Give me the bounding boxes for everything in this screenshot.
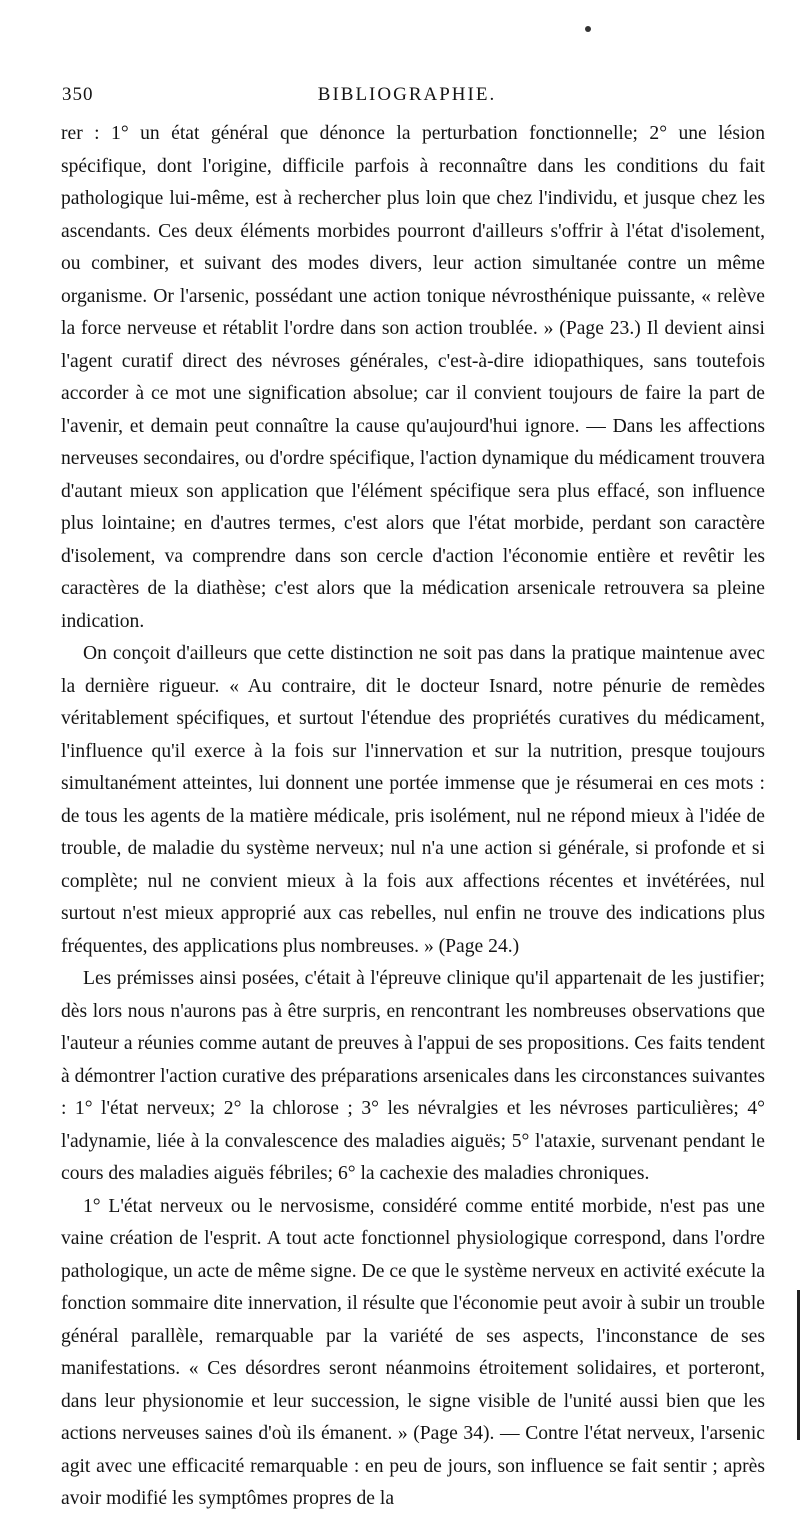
ink-speck <box>585 26 591 32</box>
page-header <box>62 84 752 112</box>
page-number: 350 <box>62 84 94 105</box>
running-head: BIBLIOGRAPHIE. <box>317 84 497 105</box>
paragraph-3: Les prémisses ainsi posées, c'était à l'épreuve clinique qu'il appartenait de les justifier; dès lors nous n'aurons pas à être surpris, en rencontrant les nombreuses observations que l'auteur a réunies comme autant de preuves à l'appui de ses propositions. Ces faits tendent à démontrer l'action curative des préparations arsenicales dans les circonstances suivantes : 1° l'état nerveux; 2° la chlorose ; 3° les névralgies et les névroses particulières; 4° l'adynamie, liée à la convalescence des maladies aiguës; 5° l'ataxie, survenant pendant le cours des maladies aiguës fébriles; 6° la cachexie des maladies chroniques. <box>61 968 765 1184</box>
paragraph-2: On conçoit d'ailleurs que cette distinction ne soit pas dans la pratique maintenue avec la dernière rigueur. « Au contraire, dit le docteur Isnard, notre pénurie de remèdes véritablement spécifiques, et surtout l'étendue des propriétés curatives du médicament, l'influence qu'il exerce à la fois sur l'innervation et sur la nutrition, presque toujours simultanément atteintes, lui donnent une portée immense que je résumerai en ces mots : de tous les agents de la matière médicale, pris isolément, nul ne répond mieux à l'idée de trouble, de maladie du système nerveux; nul n'a une action si générale, si profonde et si complète; nul ne convient mieux à la fois aux affections récentes et invétérées, nul surtout n'est mieux approprié aux cas rebelles, nul enfin ne trouve des indications plus fréquentes, des applications plus nombreuses. » (Page 24.) <box>61 643 765 957</box>
paragraph-1: rer : 1° un état général que dénonce la perturbation fonctionnelle; 2° une lésion spécifique, dont l'origine, difficile parfois à reconnaître dans les conditions du fait pathologique lui-même, est à rechercher plus loin que chez l'individu, et jusque chez les ascendants. Ces deux éléments morbides pourront d'ailleurs s'offrir à l'état d'isolement, ou combiner, et suivant des modes divers, leur action simultanée contre un même organisme. Or l'arsenic, possédant une action tonique névrosthénique puissante, « relève la force nerveuse et rétablit l'ordre dans son action troublée. » (Page 23.) Il devient ainsi l'agent curatif direct des névroses générales, c'est-à-dire idiopathiques, sans toutefois accorder à ce mot une signification absolue; car il convient toujours de faire la part de l'avenir, et demain peut connaître la cause qu'aujourd'hui ignore. — Dans les affections nerveuses secondaires, ou d'ordre spécifique, l'action dynamique du médicament trouvera d'autant mieux son application que l'élément spécifique sera plus effacé, son influence plus lointaine; en d'autres termes, c'est alors que l'état morbide, perdant son caractère d'isolement, va comprendre dans son cercle d'action l'économie entière et revêtir les caractères de la diathèse; c'est alors que la médication arsenicale retrouvera sa pleine indication. <box>61 123 765 632</box>
body-text <box>61 118 765 1516</box>
paragraph-4: 1° L'état nerveux ou le nervosisme, considéré comme entité morbide, n'est pas une vaine création de l'esprit. A tout acte fonctionnel physiologique correspond, dans l'ordre pathologique, un acte de même signe. De ce que le système nerveux en activité exécute la fonction sommaire dite innervation, il résulte que l'économie peut avoir à subir un trouble général parallèle, remarquable par la variété de ses aspects, l'inconstance de ses manifestations. « Ces désordres seront néanmoins étroitement solidaires, et porteront, dans leur physionomie et leur succession, le signe visible de l'unité aussi bien que les actions nerveuses saines d'où ils émanent. » (Page 34). — Contre l'état nerveux, l'arsenic agit avec une efficacité remarquable : en peu de jours, son influence se fait sentir ; après avoir modifié les symptômes propres de la <box>61 1195 765 1509</box>
